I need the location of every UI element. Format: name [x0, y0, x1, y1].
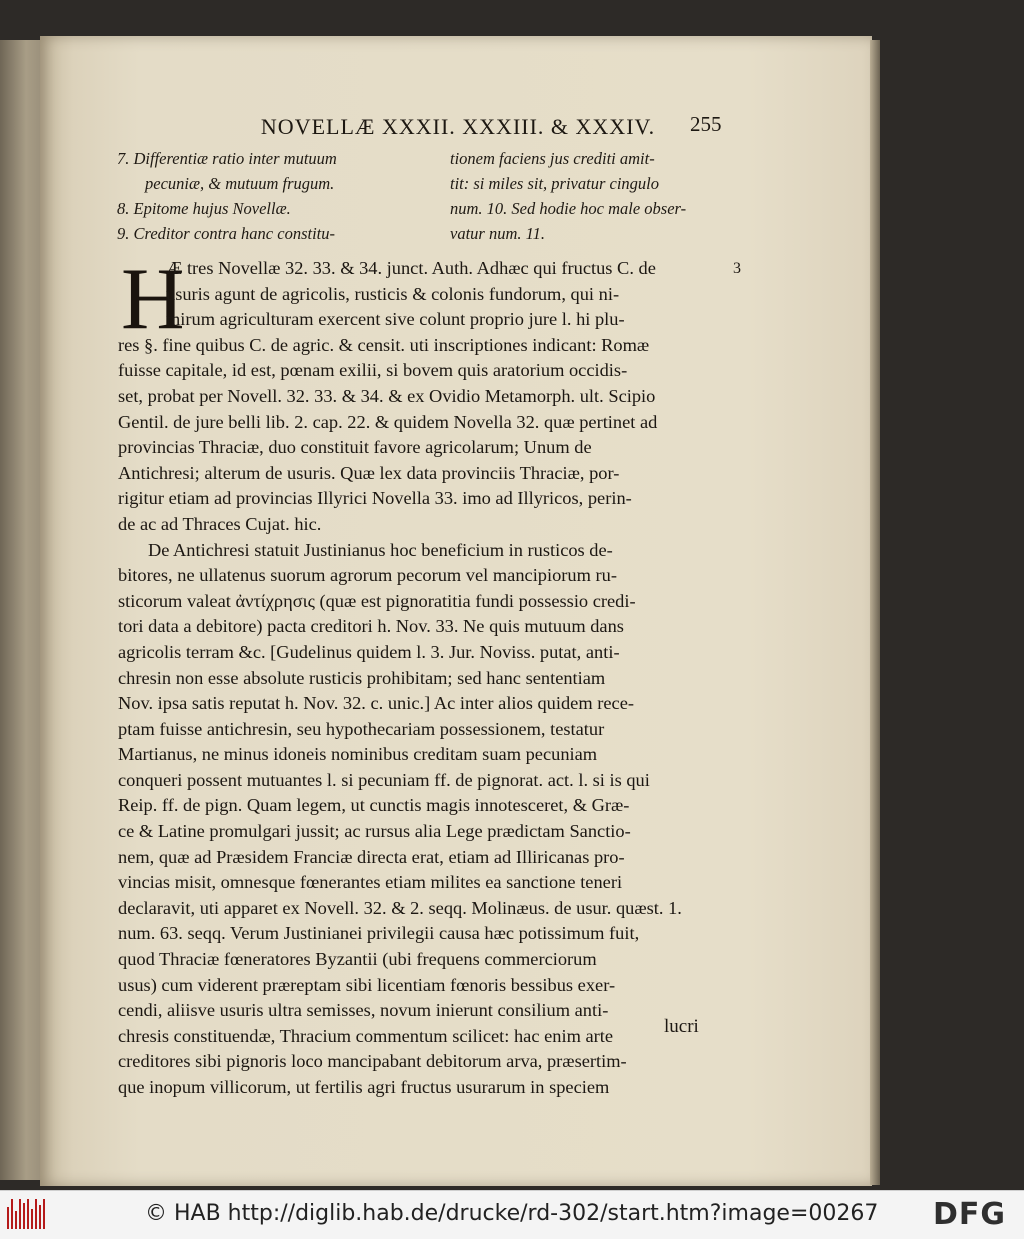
hab-logo-bar [19, 1199, 21, 1229]
index-entry: vatur num. 11. [450, 224, 546, 243]
hab-logo-bar [7, 1207, 9, 1229]
text-line: quod Thraciæ fœneratores Byzantii (ubi frequens commerciorum [118, 949, 597, 970]
text-line: provincias Thraciæ, duo constituit favore agricolarum; Unum de [118, 437, 592, 458]
text-line: nem, quæ ad Præsidem Franciæ directa erat, etiam ad Illiricanas pro- [118, 846, 625, 867]
index-entry: num. 10. Sed hodie hoc male obser- [450, 199, 687, 218]
hab-logo-bar [11, 1199, 13, 1229]
text-line: de ac ad Thraces Cujat. hic. [118, 513, 322, 534]
text-line: mirum agriculturam exercent sive colunt proprio jure l. hi plu- [166, 309, 625, 330]
text-line: creditores sibi pignoris loco mancipabant debitorum arva, præsertim- [118, 1051, 627, 1072]
index-entry: pecuniæ, & mutuum frugum. [145, 174, 335, 193]
text-line: ptam fuisse antichresin, seu hypothecariam possessionem, testatur [118, 718, 605, 739]
hab-logo-bar [15, 1211, 17, 1229]
hab-logo-bar [35, 1199, 37, 1229]
text-line: Nov. ipsa satis reputat h. Nov. 32. c. unic.] Ac inter alios quidem rece- [118, 693, 634, 714]
text-line: agricolis terram &c. [Gudelinus quidem l. 3. Jur. Noviss. putat, anti- [118, 641, 620, 662]
text-line: chresis constituendæ, Thracium commentum scilicet: hac enim arte [118, 1025, 614, 1046]
catchword: lucri [664, 1016, 699, 1037]
page-number: 255 [690, 112, 722, 136]
text-line: num. 63. seqq. Verum Justinianei privilegii causa hæc potissimum fuit, [118, 923, 640, 944]
text-line: Æ tres Novellæ 32. 33. & 34. junct. Auth. Adhæc qui fructus C. de [166, 258, 656, 278]
viewer-footer [0, 1190, 1024, 1239]
drop-capital: H [121, 251, 185, 348]
text-line: fuisse capitale, id est, pœnam exilii, si bovem quis aratorium occidis- [118, 360, 628, 381]
index-entry: 7. Differentiæ ratio inter mutuum [117, 149, 337, 168]
text-line: conqueri possent mutuantes l. si pecuniam ff. de pignorat. act. l. si is qui [118, 769, 650, 790]
hab-logo-bar [31, 1209, 33, 1229]
text-line: cendi, aliisve usuris ultra semisses, novum inierunt consilium anti- [118, 1000, 609, 1021]
text-line: ce & Latine promulgari jussit; ac rursus alia Lege prædictam Sanctio- [118, 821, 631, 842]
text-line: Reip. ff. de pign. Quam legem, ut cunctis magis innotesceret, & Græ- [118, 795, 630, 816]
index-entry: tit: si miles sit, privatur cingulo [450, 174, 659, 193]
text-line: usus) cum viderent præreptam sibi licentiam fœnoris bessibus exer- [118, 974, 616, 995]
text-line: set, probat per Novell. 32. 33. & 34. & ex Ovidio Metamorph. ult. Scipio [118, 385, 656, 406]
text-line: sticorum valeat ἀντίχρησις (quæ est pignoratitia fundi possessio credi- [118, 590, 636, 611]
text-line: Martianus, ne minus idoneis nominibus creditam suam pecuniam [118, 744, 598, 765]
text-line: bitores, ne ullatenus suorum agrorum pecorum vel mancipiorum ru- [118, 565, 617, 586]
index-entry: 8. Epitome hujus Novellæ. [117, 199, 291, 218]
copyright-link[interactable]: © HAB http://diglib.hab.de/drucke/rd-302/start.htm?image=00267 [145, 1201, 879, 1226]
text-line: res §. fine quibus C. de agric. & censit. uti inscriptiones indicant: Romæ [118, 334, 650, 355]
hab-logo-icon [7, 1199, 45, 1229]
dfg-logo: DFG [933, 1197, 1007, 1232]
index-right-column [450, 146, 750, 246]
hab-logo-bar [23, 1203, 25, 1229]
text-line: declaravit, uti apparet ex Novell. 32. & 2. seqq. Molinæus. de usur. quæst. 1. [118, 897, 682, 918]
index-entry: tionem faciens jus crediti amit- [450, 149, 655, 168]
hab-logo-bar [43, 1199, 45, 1229]
margin-number: 3 [733, 260, 741, 277]
hab-logo-bar [39, 1205, 41, 1229]
text-line: tori data a debitore) pacta creditori h. Nov. 33. Ne quis mutuum dans [118, 616, 624, 637]
text-line: vincias misit, omnesque fœnerantes etiam milites ea sanctione teneri [118, 872, 623, 893]
text-line: chresin non esse absolute rusticis prohibitam; sed hanc sententiam [118, 667, 606, 688]
hab-logo-bar [27, 1199, 29, 1229]
text-line: Antichresi; alterum de usuris. Quæ lex data provinciis Thraciæ, por- [118, 462, 620, 483]
index-entry: 9. Creditor contra hanc constitu- [117, 224, 335, 243]
running-header: NOVELLÆ XXXII. XXXIII. & XXXIV. [260, 114, 656, 139]
main-text [118, 251, 750, 1101]
text-line: Gentil. de jure belli lib. 2. cap. 22. & quidem Novella 32. quæ pertinet ad [118, 411, 658, 432]
text-line: De Antichresi statuit Justinianus hoc beneficium in rusticos de- [148, 539, 613, 560]
text-line: que inopum villicorum, ut fertilis agri fructus usurarum in speciem [118, 1077, 610, 1097]
text-line: usuris agunt de agricolis, rusticis & colonis fundorum, qui ni- [166, 283, 620, 304]
text-line: rigitur etiam ad provincias Illyrici Novella 33. imo ad Illyricos, perin- [118, 488, 632, 509]
page-edge [870, 40, 880, 1185]
index-left-column [117, 146, 427, 246]
